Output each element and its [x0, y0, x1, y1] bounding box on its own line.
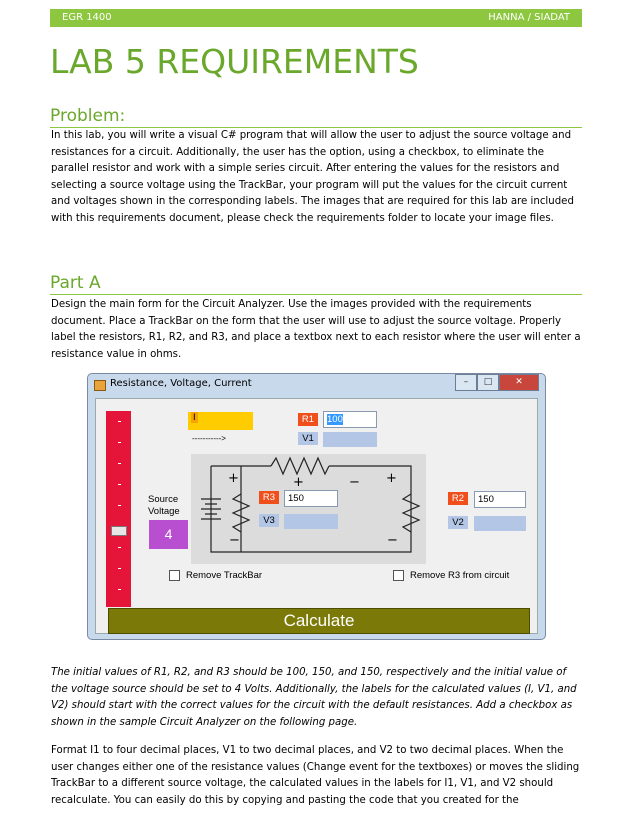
svg-text:+: +: [386, 471, 397, 486]
remove-r3-label: Remove R3 from circuit: [410, 570, 510, 581]
svg-text:−: −: [387, 533, 398, 548]
trackbar-tick: [118, 484, 121, 485]
page-header: [50, 9, 582, 27]
problem-text: In this lab, you will write a visual C# program that will allow the user to adjust the source voltage and resistances for a circuit. Additionally, the user has the option, using a checkbox, to eliminate the parallel resistor and work with a simple series circuit. After entering the values for the resistors and selecting a source voltage using the TrackBar, your program will put the values for the circuit current and voltages shown in the corresponding labels. The images that are required for this lab are included with this requirements document, please check the requirements folder to locate your image files.: [51, 130, 574, 224]
trackbar-tick: [118, 589, 121, 590]
source-voltage-value: 4: [149, 520, 188, 549]
parta-text: Design the main form for the Circuit Analyzer. Use the images provided with the requirements document. Place a TrackBar on the form that the user will use to adjust the source voltage. Properly label the resistors, R1, R2, and R3, and place a textbox next to each resistor where the user will enter a resistance value in ohms.: [51, 299, 581, 360]
remove-trackbar-checkbox[interactable]: [169, 570, 180, 581]
v1-output: [323, 432, 377, 447]
app-icon: [94, 380, 106, 391]
window-controls: [455, 374, 539, 390]
svg-text:−: −: [349, 475, 360, 490]
authors-label: HANNA / SIADAT: [488, 12, 570, 23]
svg-text:−: −: [229, 533, 240, 548]
v2-label: V2: [448, 516, 468, 529]
remove-trackbar-label: Remove TrackBar: [186, 570, 263, 581]
problem-heading: Problem:: [50, 106, 126, 126]
maximize-icon[interactable]: □: [477, 374, 499, 391]
svg-text:+: +: [228, 471, 239, 486]
v1-label: V1: [298, 432, 318, 445]
circuit-diagram: [191, 454, 426, 564]
circuit-analyzer-window: [87, 373, 546, 640]
trackbar-tick: [118, 442, 121, 443]
trackbar-thumb[interactable]: [111, 526, 127, 536]
v2-output: [474, 516, 526, 531]
v3-label: V3: [259, 514, 279, 527]
source-voltage-label: Source Voltage: [148, 494, 180, 517]
svg-text:+: +: [293, 475, 304, 490]
current-arrow: ----------->: [192, 434, 226, 443]
current-label: I: [193, 412, 196, 423]
calculate-button[interactable]: Calculate: [108, 608, 530, 634]
trackbar-tick: [118, 547, 121, 548]
r3-label: R3: [259, 491, 279, 504]
trackbar-tick: [118, 421, 121, 422]
page-title: LAB 5 REQUIREMENTS: [50, 42, 419, 81]
format-text: Format I1 to four decimal places, V1 to two decimal places, and V2 to two decimal places. When the user changes either one of the resistance values (Change event for the textboxes) or moves the sliding TrackBar to a different source voltage, the calculated values in the labels for I1, V1, and V2 should recalculate. You can easily do this by copying and pasting the code that you created for the: [51, 745, 580, 806]
r1-value: 100: [327, 414, 343, 425]
trackbar-tick: [118, 568, 121, 569]
initial-values-text: The initial values of R1, R2, and R3 should be 100, 150, and 150, respectively and the initial value of the voltage source should be set to 4 Volts. Additionally, the labels for the calculated values (I, V1, and V2) should start with the correct values for the circuit with the default resistances. Add a checkbox as shown in the sample Circuit Analyzer on the following page.: [51, 667, 577, 728]
parta-heading: Part A: [50, 273, 101, 293]
trackbar-tick: [118, 505, 121, 506]
r2-input[interactable]: 150: [474, 491, 526, 508]
window-title: Resistance, Voltage, Current: [110, 378, 252, 389]
trackbar-tick: [118, 463, 121, 464]
r1-input[interactable]: [323, 411, 377, 428]
r3-input[interactable]: 150: [284, 490, 338, 507]
v3-output: [284, 514, 338, 529]
close-icon[interactable]: ✕: [499, 374, 539, 391]
minimize-icon[interactable]: –: [455, 374, 477, 391]
r2-label: R2: [448, 492, 468, 505]
parta-rule: [50, 294, 582, 295]
r1-label: R1: [298, 413, 318, 426]
voltage-trackbar[interactable]: [106, 411, 131, 607]
form-client-area: [95, 398, 538, 634]
course-label: EGR 1400: [62, 12, 112, 23]
remove-r3-checkbox[interactable]: [393, 570, 404, 581]
current-label-box: [188, 412, 253, 430]
